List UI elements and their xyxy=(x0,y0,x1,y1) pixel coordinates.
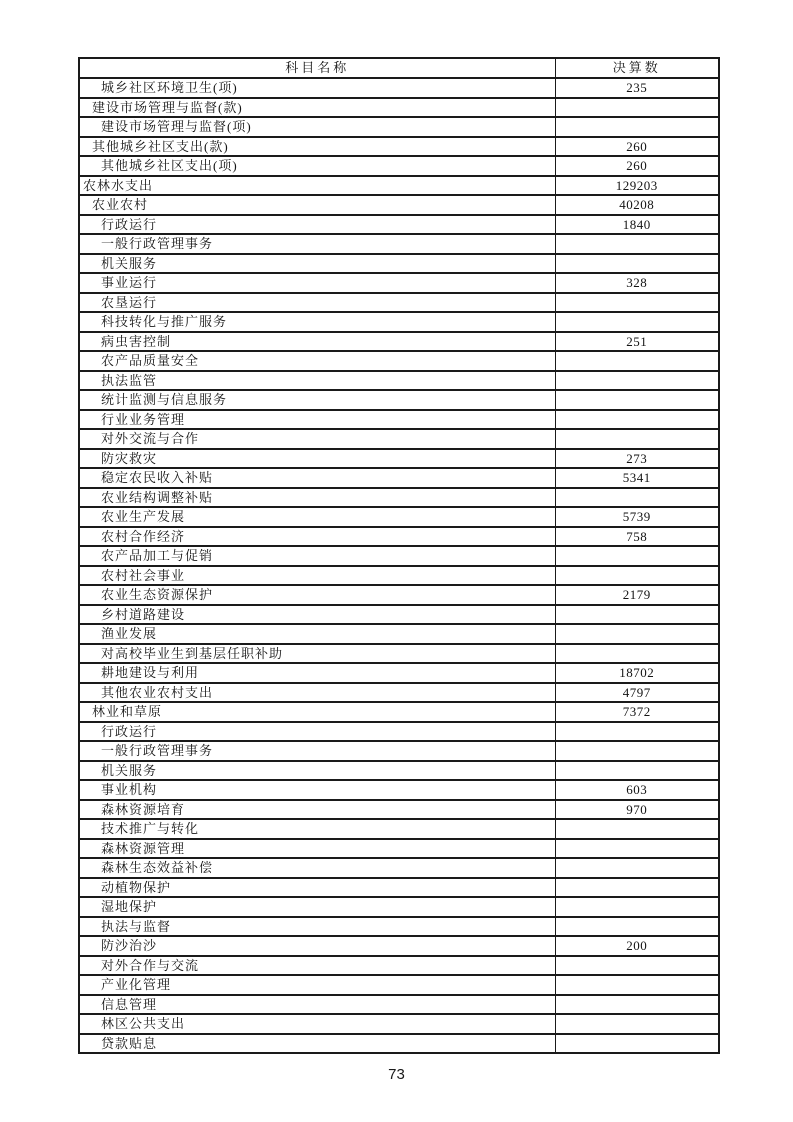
final-amount-cell: 5341 xyxy=(555,468,719,488)
subject-name-cell: 建设市场管理与监督(款) xyxy=(79,98,555,118)
final-amount-cell: 273 xyxy=(555,449,719,469)
table-header-row xyxy=(79,58,719,78)
final-amount-cell xyxy=(555,117,719,137)
table-row xyxy=(79,624,719,644)
final-amount-cell xyxy=(555,234,719,254)
final-amount-cell: 18702 xyxy=(555,663,719,683)
final-amount-cell: 251 xyxy=(555,332,719,352)
table-row xyxy=(79,644,719,664)
subject-name-cell: 对高校毕业生到基层任职补助 xyxy=(79,644,555,664)
subject-name-cell: 乡村道路建设 xyxy=(79,605,555,625)
table-row xyxy=(79,254,719,274)
final-amount-cell xyxy=(555,546,719,566)
final-amount-cell xyxy=(555,975,719,995)
final-amount-cell: 260 xyxy=(555,156,719,176)
subject-name-cell: 农业生产发展 xyxy=(79,507,555,527)
final-amount-cell xyxy=(555,761,719,781)
final-amount-cell xyxy=(555,858,719,878)
subject-name-cell: 城乡社区环境卫生(项) xyxy=(79,78,555,98)
final-amount-cell xyxy=(555,351,719,371)
subject-name-cell: 对外交流与合作 xyxy=(79,429,555,449)
subject-name-cell: 执法与监督 xyxy=(79,917,555,937)
table-row xyxy=(79,858,719,878)
table-row xyxy=(79,137,719,157)
table-row xyxy=(79,312,719,332)
final-amount-cell: 40208 xyxy=(555,195,719,215)
table-row xyxy=(79,917,719,937)
table-row xyxy=(79,585,719,605)
subject-name-cell: 农产品加工与促销 xyxy=(79,546,555,566)
final-amount-cell xyxy=(555,839,719,859)
subject-name-cell: 行业业务管理 xyxy=(79,410,555,430)
table-row xyxy=(79,605,719,625)
table-row xyxy=(79,722,719,742)
table-row xyxy=(79,78,719,98)
final-amount-cell xyxy=(555,644,719,664)
subject-name-cell: 森林资源管理 xyxy=(79,839,555,859)
subject-name-cell: 林区公共支出 xyxy=(79,1014,555,1034)
table-row xyxy=(79,215,719,235)
table-row xyxy=(79,780,719,800)
column-header-subject-name: 科目名称 xyxy=(79,58,555,78)
table-row xyxy=(79,663,719,683)
subject-name-cell: 建设市场管理与监督(项) xyxy=(79,117,555,137)
final-amount-cell: 129203 xyxy=(555,176,719,196)
final-amount-cell xyxy=(555,371,719,391)
subject-name-cell: 病虫害控制 xyxy=(79,332,555,352)
subject-name-cell: 行政运行 xyxy=(79,722,555,742)
subject-name-cell: 耕地建设与利用 xyxy=(79,663,555,683)
subject-name-cell: 贷款贴息 xyxy=(79,1034,555,1054)
subject-name-cell: 防灾救灾 xyxy=(79,449,555,469)
final-amount-cell: 5739 xyxy=(555,507,719,527)
subject-name-cell: 农村社会事业 xyxy=(79,566,555,586)
table-row xyxy=(79,351,719,371)
table-row xyxy=(79,761,719,781)
subject-name-cell: 农垦运行 xyxy=(79,293,555,313)
table-row xyxy=(79,527,719,547)
subject-name-cell: 对外合作与交流 xyxy=(79,956,555,976)
final-amount-cell xyxy=(555,819,719,839)
table-row xyxy=(79,956,719,976)
subject-name-cell: 信息管理 xyxy=(79,995,555,1015)
final-amount-cell xyxy=(555,98,719,118)
table-row xyxy=(79,546,719,566)
subject-name-cell: 产业化管理 xyxy=(79,975,555,995)
subject-name-cell: 事业运行 xyxy=(79,273,555,293)
column-header-final-amount: 决算数 xyxy=(555,58,719,78)
final-amount-cell: 4797 xyxy=(555,683,719,703)
subject-name-cell: 事业机构 xyxy=(79,780,555,800)
final-amount-cell xyxy=(555,429,719,449)
table-row xyxy=(79,234,719,254)
subject-name-cell: 机关服务 xyxy=(79,254,555,274)
subject-name-cell: 农业农村 xyxy=(79,195,555,215)
final-amount-cell xyxy=(555,605,719,625)
table-row xyxy=(79,819,719,839)
table-row xyxy=(79,98,719,118)
table-row xyxy=(79,878,719,898)
final-amount-cell xyxy=(555,878,719,898)
subject-name-cell: 农村合作经济 xyxy=(79,527,555,547)
table-row xyxy=(79,293,719,313)
table-row xyxy=(79,468,719,488)
subject-name-cell: 农业生态资源保护 xyxy=(79,585,555,605)
final-amount-cell xyxy=(555,566,719,586)
final-amount-cell xyxy=(555,1034,719,1054)
final-amount-cell xyxy=(555,897,719,917)
table-row xyxy=(79,897,719,917)
table-row xyxy=(79,176,719,196)
table-row xyxy=(79,332,719,352)
subject-name-cell: 稳定农民收入补贴 xyxy=(79,468,555,488)
final-amount-cell: 7372 xyxy=(555,702,719,722)
table-row xyxy=(79,702,719,722)
subject-name-cell: 渔业发展 xyxy=(79,624,555,644)
table-row xyxy=(79,273,719,293)
final-amount-cell xyxy=(555,312,719,332)
subject-name-cell: 技术推广与转化 xyxy=(79,819,555,839)
table-row xyxy=(79,995,719,1015)
final-amount-cell xyxy=(555,1014,719,1034)
table-row xyxy=(79,371,719,391)
subject-name-cell: 农林水支出 xyxy=(79,176,555,196)
subject-name-cell: 机关服务 xyxy=(79,761,555,781)
final-amount-cell: 2179 xyxy=(555,585,719,605)
final-amount-cell xyxy=(555,917,719,937)
subject-name-cell: 其他城乡社区支出(款) xyxy=(79,137,555,157)
subject-name-cell: 一般行政管理事务 xyxy=(79,234,555,254)
table-row xyxy=(79,1014,719,1034)
table-row xyxy=(79,975,719,995)
subject-name-cell: 科技转化与推广服务 xyxy=(79,312,555,332)
final-amount-cell xyxy=(555,956,719,976)
table-row xyxy=(79,488,719,508)
budget-table xyxy=(78,57,720,1054)
subject-name-cell: 防沙治沙 xyxy=(79,936,555,956)
final-amount-cell: 758 xyxy=(555,527,719,547)
subject-name-cell: 一般行政管理事务 xyxy=(79,741,555,761)
table-row xyxy=(79,566,719,586)
subject-name-cell: 其他农业农村支出 xyxy=(79,683,555,703)
table-row xyxy=(79,429,719,449)
table-row xyxy=(79,839,719,859)
table-row xyxy=(79,1034,719,1054)
subject-name-cell: 执法监管 xyxy=(79,371,555,391)
final-amount-cell xyxy=(555,741,719,761)
subject-name-cell: 湿地保护 xyxy=(79,897,555,917)
final-amount-cell xyxy=(555,410,719,430)
final-amount-cell: 603 xyxy=(555,780,719,800)
final-amount-cell xyxy=(555,254,719,274)
final-amount-cell xyxy=(555,722,719,742)
subject-name-cell: 其他城乡社区支出(项) xyxy=(79,156,555,176)
table-row xyxy=(79,449,719,469)
final-amount-cell xyxy=(555,488,719,508)
final-amount-cell xyxy=(555,995,719,1015)
final-amount-cell xyxy=(555,390,719,410)
subject-name-cell: 行政运行 xyxy=(79,215,555,235)
table-row xyxy=(79,390,719,410)
subject-name-cell: 统计监测与信息服务 xyxy=(79,390,555,410)
table-row xyxy=(79,507,719,527)
page-number: 73 xyxy=(388,1066,405,1083)
table-row xyxy=(79,741,719,761)
subject-name-cell: 农产品质量安全 xyxy=(79,351,555,371)
final-amount-cell: 1840 xyxy=(555,215,719,235)
table-row xyxy=(79,195,719,215)
final-amount-cell: 235 xyxy=(555,78,719,98)
table-row xyxy=(79,936,719,956)
subject-name-cell: 森林资源培育 xyxy=(79,800,555,820)
final-amount-cell xyxy=(555,624,719,644)
table-body xyxy=(79,78,719,1053)
final-amount-cell: 970 xyxy=(555,800,719,820)
final-amount-cell: 260 xyxy=(555,137,719,157)
table-row xyxy=(79,410,719,430)
final-amount-cell: 200 xyxy=(555,936,719,956)
table-row xyxy=(79,683,719,703)
subject-name-cell: 森林生态效益补偿 xyxy=(79,858,555,878)
final-amount-cell xyxy=(555,293,719,313)
table-row xyxy=(79,117,719,137)
subject-name-cell: 动植物保护 xyxy=(79,878,555,898)
table-row xyxy=(79,156,719,176)
subject-name-cell: 农业结构调整补贴 xyxy=(79,488,555,508)
table-row xyxy=(79,800,719,820)
final-amount-cell: 328 xyxy=(555,273,719,293)
subject-name-cell: 林业和草原 xyxy=(79,702,555,722)
